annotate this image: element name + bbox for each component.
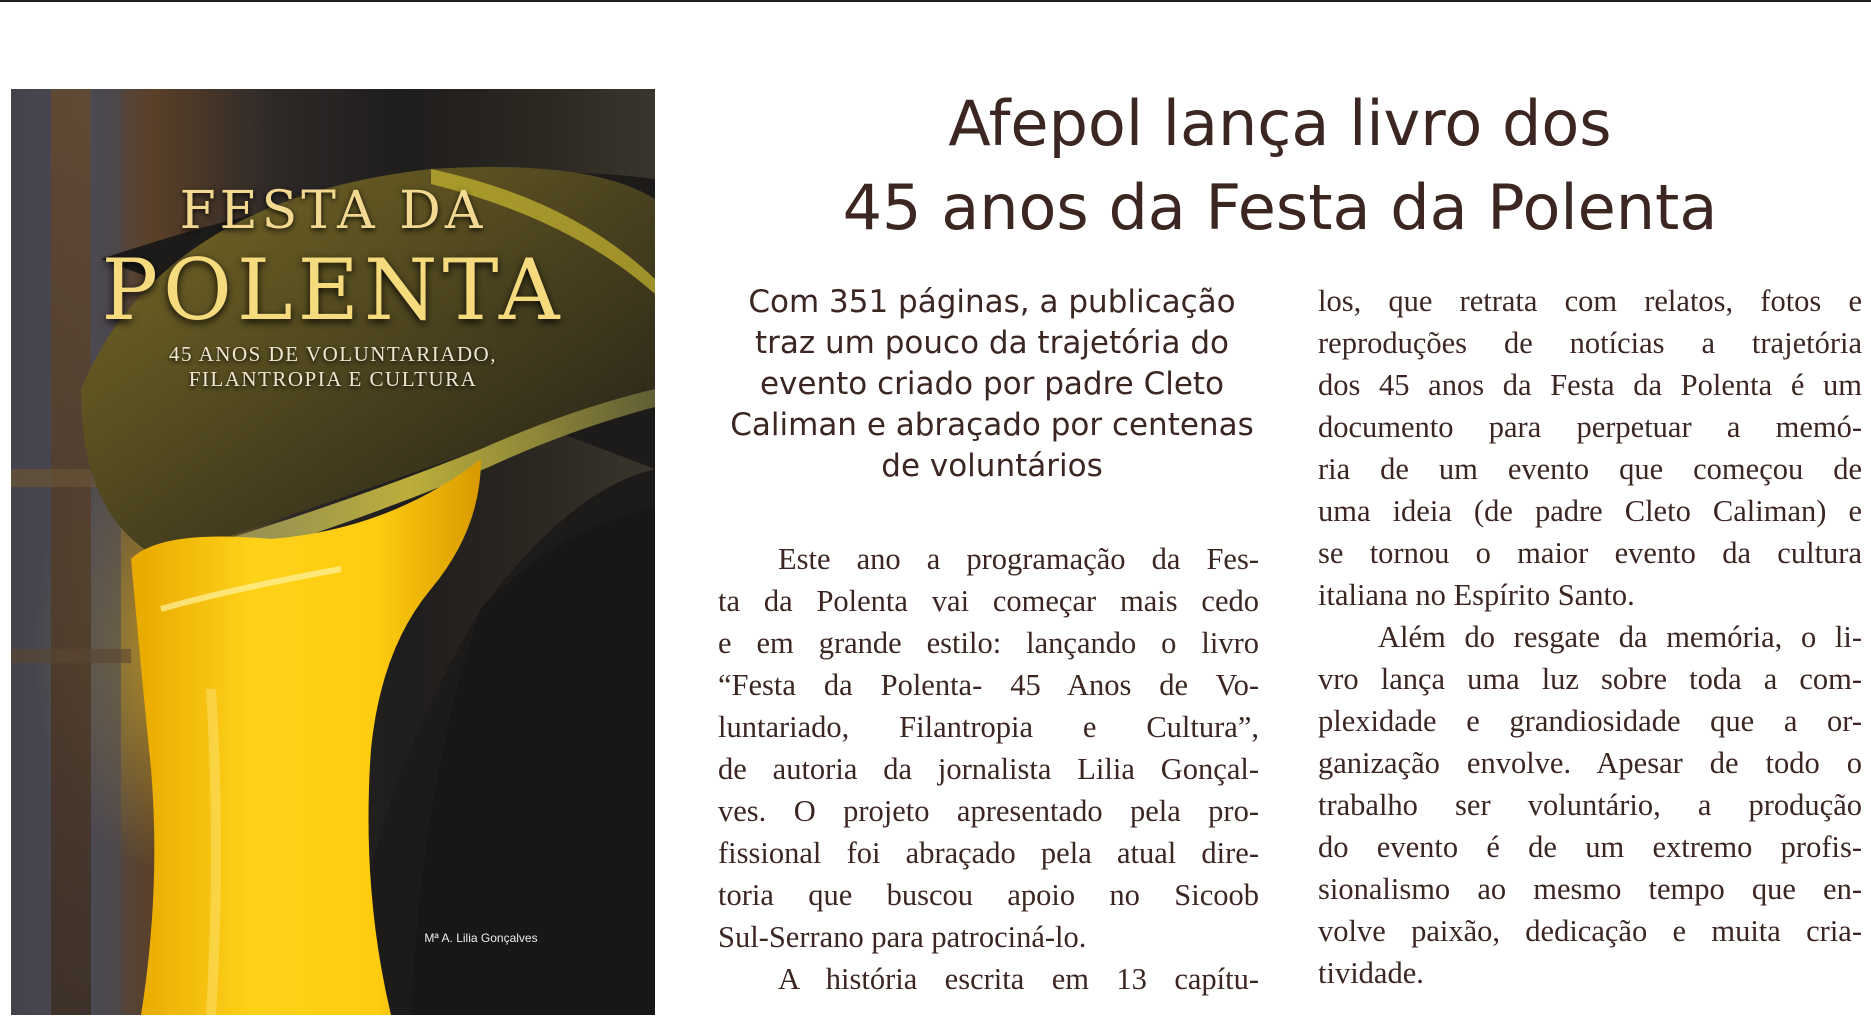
article-column-1 [718,538,1259,1000]
cover-subtitle-line: 45 ANOS DE VOLUNTARIADO, [169,342,497,366]
text-line: se tornou o maior evento da cultura [1318,536,1862,570]
deck-line: Com 351 páginas, a publicação [748,284,1236,320]
text-line: documento para perpetuar a memó- [1318,410,1862,444]
deck-line: Caliman e abraçado por centenas [730,407,1254,443]
text-line: do evento é de um extremo profis- [1318,830,1862,864]
text-line: Este ano a programação da Fes- [778,542,1259,576]
cover-title-polenta: POLENTA [101,241,565,339]
text-line: e em grande estilo: lançando o livro [718,626,1259,660]
text-line: ria de um evento que começou de [1318,452,1862,486]
text-line: ta da Polenta vai começar mais cedo [718,584,1259,618]
text-line: sionalismo ao mesmo tempo que en- [1318,872,1862,906]
text-line: reproduções de notícias a trajetória [1318,326,1862,360]
text-line: Sul-Serrano para patrociná-lo. [718,920,1087,954]
cover-subtitle [11,342,655,392]
cover-title-festa-da: FESTA DA [179,181,487,241]
text-line: los, que retrata com relatos, fotos e [1318,284,1862,318]
text-line: “Festa da Polenta- 45 Anos de Vo- [718,668,1259,702]
text-line: A história escrita em 13 capítu- [778,962,1259,996]
cover-subtitle-line: FILANTROPIA E CULTURA [188,367,478,391]
paragraph [718,538,1259,958]
article-column-2 [1318,280,1862,994]
article-headline [700,82,1860,250]
text-line: vro lança uma luz sobre toda a com- [1318,662,1862,696]
text-line: de autoria da jornalista Lilia Gonçal- [718,752,1259,786]
deck-line: evento criado por padre Cleto [759,366,1225,402]
text-line: toria que buscou apoio no Sicoob [718,878,1259,912]
text-line: ves. O projeto apresentado pela pro- [718,794,1259,828]
headline-line: 45 anos da Festa da Polenta [842,171,1718,244]
paragraph [1318,280,1862,616]
text-line: Além do resgate da memória, o li- [1378,620,1862,654]
text-line: plexidade e grandiosidade que a or- [1318,704,1862,738]
article-deck [712,282,1272,487]
paragraph [1318,616,1862,994]
top-rule [0,0,1871,2]
text-line: trabalho ser voluntário, a produção [1318,788,1862,822]
text-line: luntariado, Filantropia e Cultura”, [718,710,1259,744]
cover-author: Mª A. Lilia Gonçalves [424,931,538,945]
book-cover-image [11,89,655,1015]
deck-line: de voluntários [881,448,1103,484]
text-line: dos 45 anos da Festa da Polenta é um [1318,368,1862,402]
paragraph [718,958,1259,1000]
text-line: uma ideia (de padre Cleto Caliman) e [1318,494,1862,528]
text-line: ganização envolve. Apesar de todo o [1318,746,1862,780]
headline-line: Afepol lança livro dos [948,87,1612,160]
text-line: fissional foi abraçado pela atual dire- [718,836,1259,870]
text-line: tividade. [1318,956,1424,990]
text-line: italiana no Espírito Santo. [1318,578,1635,612]
text-line: volve paixão, dedicação e muita cria- [1318,914,1862,948]
deck-line: traz um pouco da trajetória do [755,325,1229,361]
